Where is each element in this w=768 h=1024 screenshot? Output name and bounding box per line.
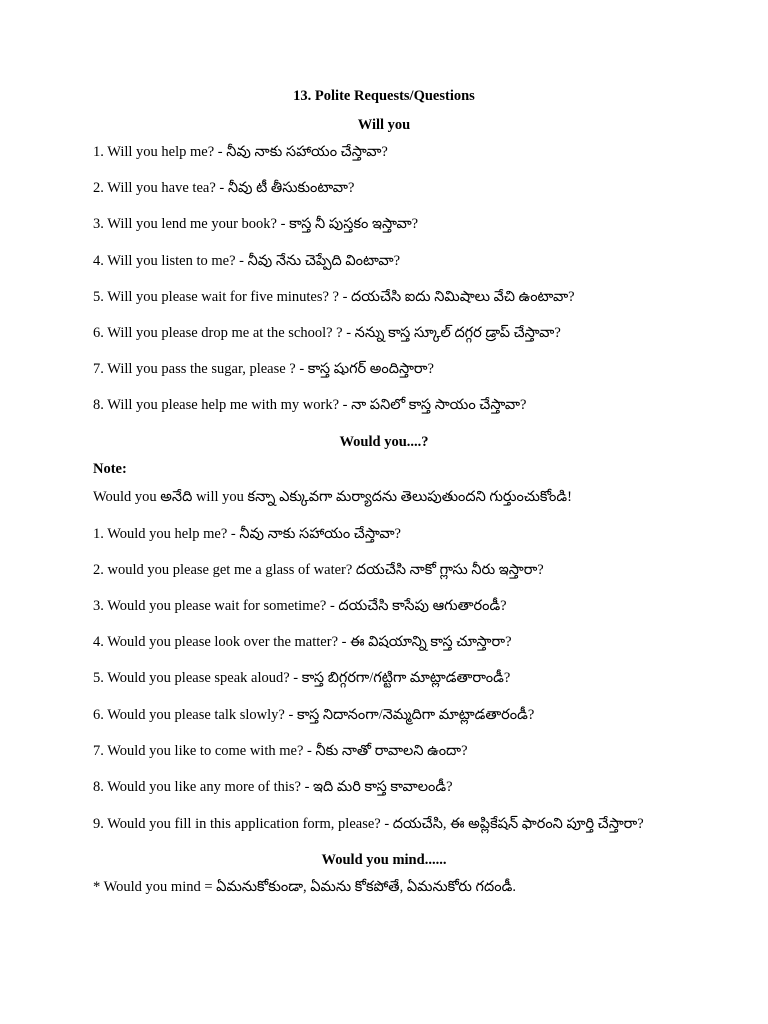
list-item: 1. Would you help me? - నీవు నాకు సహాయం చేస్తావా?	[93, 526, 401, 542]
section-heading-will-you: Will you	[357, 117, 411, 133]
list-item: 5. Will you please wait for five minutes? ? - దయచేసి ఐదు నిమిషాలు వేచి ఉంటావా?	[93, 289, 575, 305]
list-item: 3. Will you lend me your book? - కాస్త నీ పుస్తకం ఇస్తావా?	[93, 216, 419, 232]
list-item: 1. Will you help me? - నీవు నాకు సహాయం చేస్తావా?	[93, 144, 388, 160]
list-item: 5. Would you please speak aloud? - కాస్త బిగ్గరగా/గట్టిగా మాట్లాడతారాండీ?	[93, 670, 511, 686]
list-item: 4. Would you please look over the matter? - ఈ విషయాన్ని కాస్త చూస్తారా?	[93, 634, 512, 650]
list-item: 7. Will you pass the sugar, please ? - కాస్త షుగర్ అందిస్తారా?	[93, 361, 434, 377]
section-heading-would-you-mind: Would you mind......	[321, 852, 447, 868]
list-item: 6. Will you please drop me at the school? ? - నన్ను కాస్త స్కూల్ దగ్గర డ్రాప్ చేస్తావా?	[93, 325, 561, 341]
list-item: 8. Will you please help me with my work? - నా పనిలో కాస్త సాయం చేస్తావా?	[93, 397, 527, 413]
chapter-title: 13. Polite Requests/Questions	[293, 88, 475, 104]
note-label: Note:	[93, 461, 127, 477]
list-item: 7. Would you like to come with me? - నీకు నాతో రావాలని ఉందా?	[93, 743, 468, 759]
list-item: 2. would you please get me a glass of water? దయచేసి నాకో గ్లాసు నీరు ఇస్తారా?	[93, 562, 544, 578]
list-item: 2. Will you have tea? - నీవు టీ తీసుకుంటావా?	[93, 180, 355, 196]
list-item: 4. Will you listen to me? - నీవు నేను చెప్పేది వింటావా?	[93, 253, 401, 269]
section-heading-would-you: Would you....?	[339, 434, 429, 450]
list-item: * Would you mind = ఏమనుకోకుండా, ఏమను కోకపోతే, ఏమనుకోరు గదండీ.	[93, 879, 516, 895]
list-item: 8. Would you like any more of this? - ఇది మరి కాస్త కావాలండీ?	[93, 779, 453, 795]
list-item: 9. Would you fill in this application form, please? - దయచేసి, ఈ అప్లికేషన్ ఫారంని పూర్తి చేస్తారా?	[93, 816, 644, 832]
list-item: 3. Would you please wait for sometime? - దయచేసి కాసేపు ఆగుతారండీ?	[93, 598, 507, 614]
list-item: 6. Would you please talk slowly? - కాస్త నిదానంగా/నెమ్మదిగా మాట్లాడతారండీ?	[93, 707, 535, 723]
note-text: Would you అనేది will you కన్నా ఎక్కువగా మర్యాదను తెలుపుతుందని గుర్తుంచుకోండి!	[93, 489, 572, 505]
